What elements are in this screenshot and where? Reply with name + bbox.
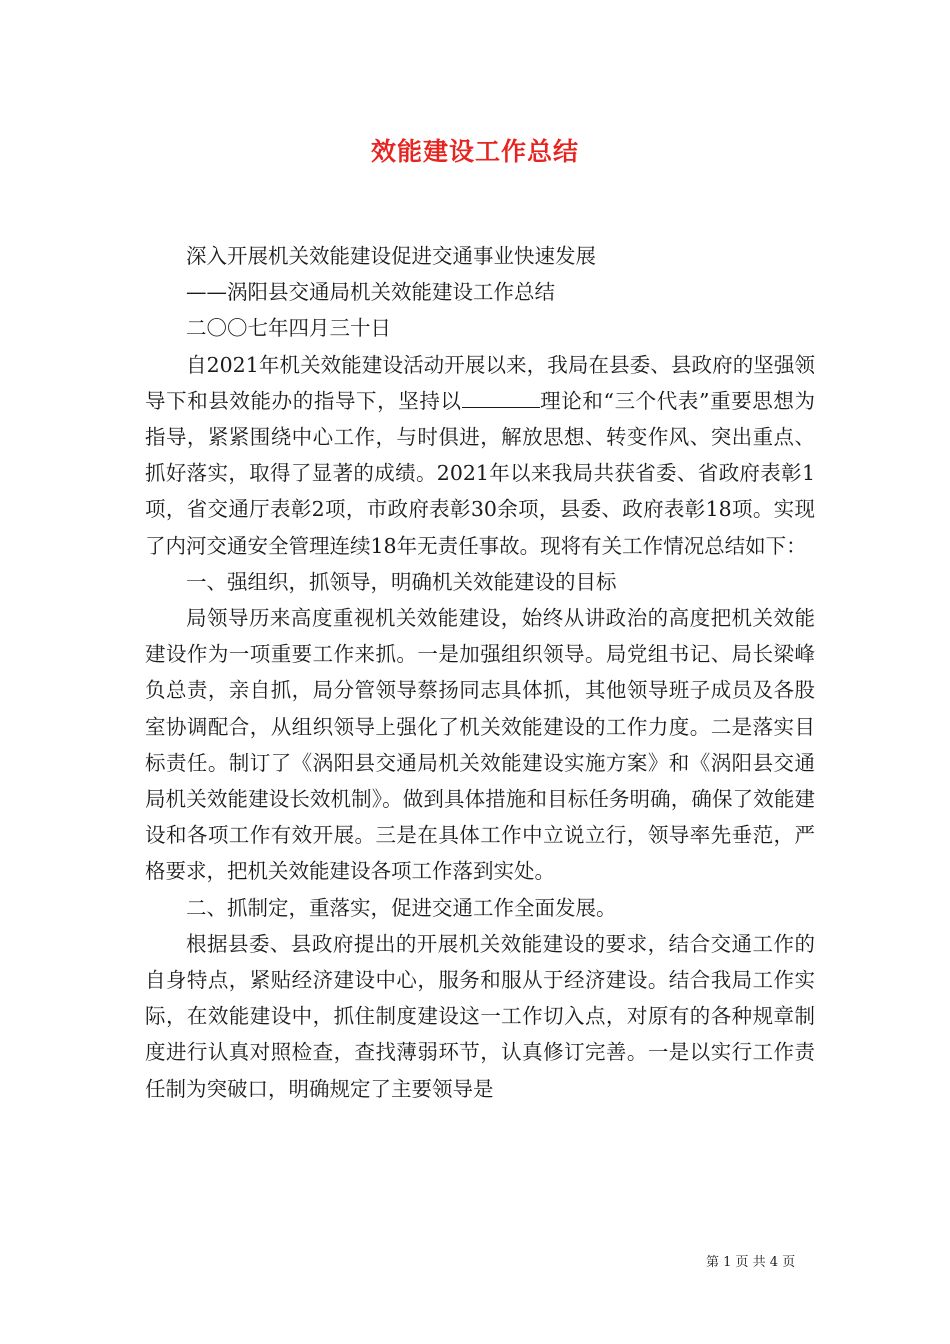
byline: ——涡阳县交通局机关效能建设工作总结 <box>186 280 555 305</box>
paragraph-organization: 局领导历来高度重视机关效能建设，始终从讲政治的高度把机关效能建设作为一项重要工作来抓。一是加强组织领导。局党组书记、局长梁峰负总责，亲自抓，局分管领导蔡扬同志具体抓，其他领导班子成员及各股室协调配合，从组织领导上强化了机关效能建设的工作力度。二是落实目标责任。制订了《涡阳县交通局机关效能建设实施方案》和《涡阳县交通局机关效能建设长效机制》。做到具体措施和目标任务明确，确保了效能建设和各项工作有效开展。三是在具体工作中立说立行，领导率先垂范，严格要求，把机关效能建设各项工作落到实处。 <box>145 606 815 884</box>
date-line: 二〇〇七年四月三十日 <box>186 316 391 341</box>
document-body <box>145 238 815 1107</box>
section-heading-1: 一、强组织，抓领导，明确机关效能建设的目标 <box>186 569 617 594</box>
paragraph-intro-part2: 理论和“三个代表”重要思想为指导，紧紧围绕中心工作，与时俱进，解放思想、转变作风、突出重点、抓好落实，取得了显著的成绩。2021年以来我局共获省委、省政府表彰1项，省交通厅表彰2项，市政府表彰30余项，县委、政府表彰18项。实现了内河交通安全管理连续18年无责任事故。现将有关工作情况总结如下： <box>145 388 816 558</box>
paragraph-intro-part1: 自2021年机关效能建设活动开展以来，我局在县委、县政府的坚强领导下和县效能办的指导下，坚持以 <box>145 352 815 413</box>
blank-underline <box>462 387 540 408</box>
document-title: 效能建设工作总结 <box>370 137 579 166</box>
section-heading-2: 二、抓制定，重落实，促进交通工作全面发展。 <box>186 895 617 920</box>
page-number: 第 1 页 共 4 页 <box>706 1255 796 1270</box>
subtitle: 深入开展机关效能建设促进交通事业快速发展 <box>186 244 596 268</box>
paragraph-system: 根据县委、县政府提出的开展机关效能建设的要求，结合交通工作的自身特点，紧贴经济建设中心，服务和服从于经济建设。结合我局工作实际，在效能建设中，抓住制度建设这一工作切入点，对原有的各种规章制度进行认真对照检查，查找薄弱环节，认真修订完善。一是以实行工作责任制为突破口，明确规定了主要领导是 <box>145 931 815 1101</box>
paragraph-intro <box>145 347 815 564</box>
